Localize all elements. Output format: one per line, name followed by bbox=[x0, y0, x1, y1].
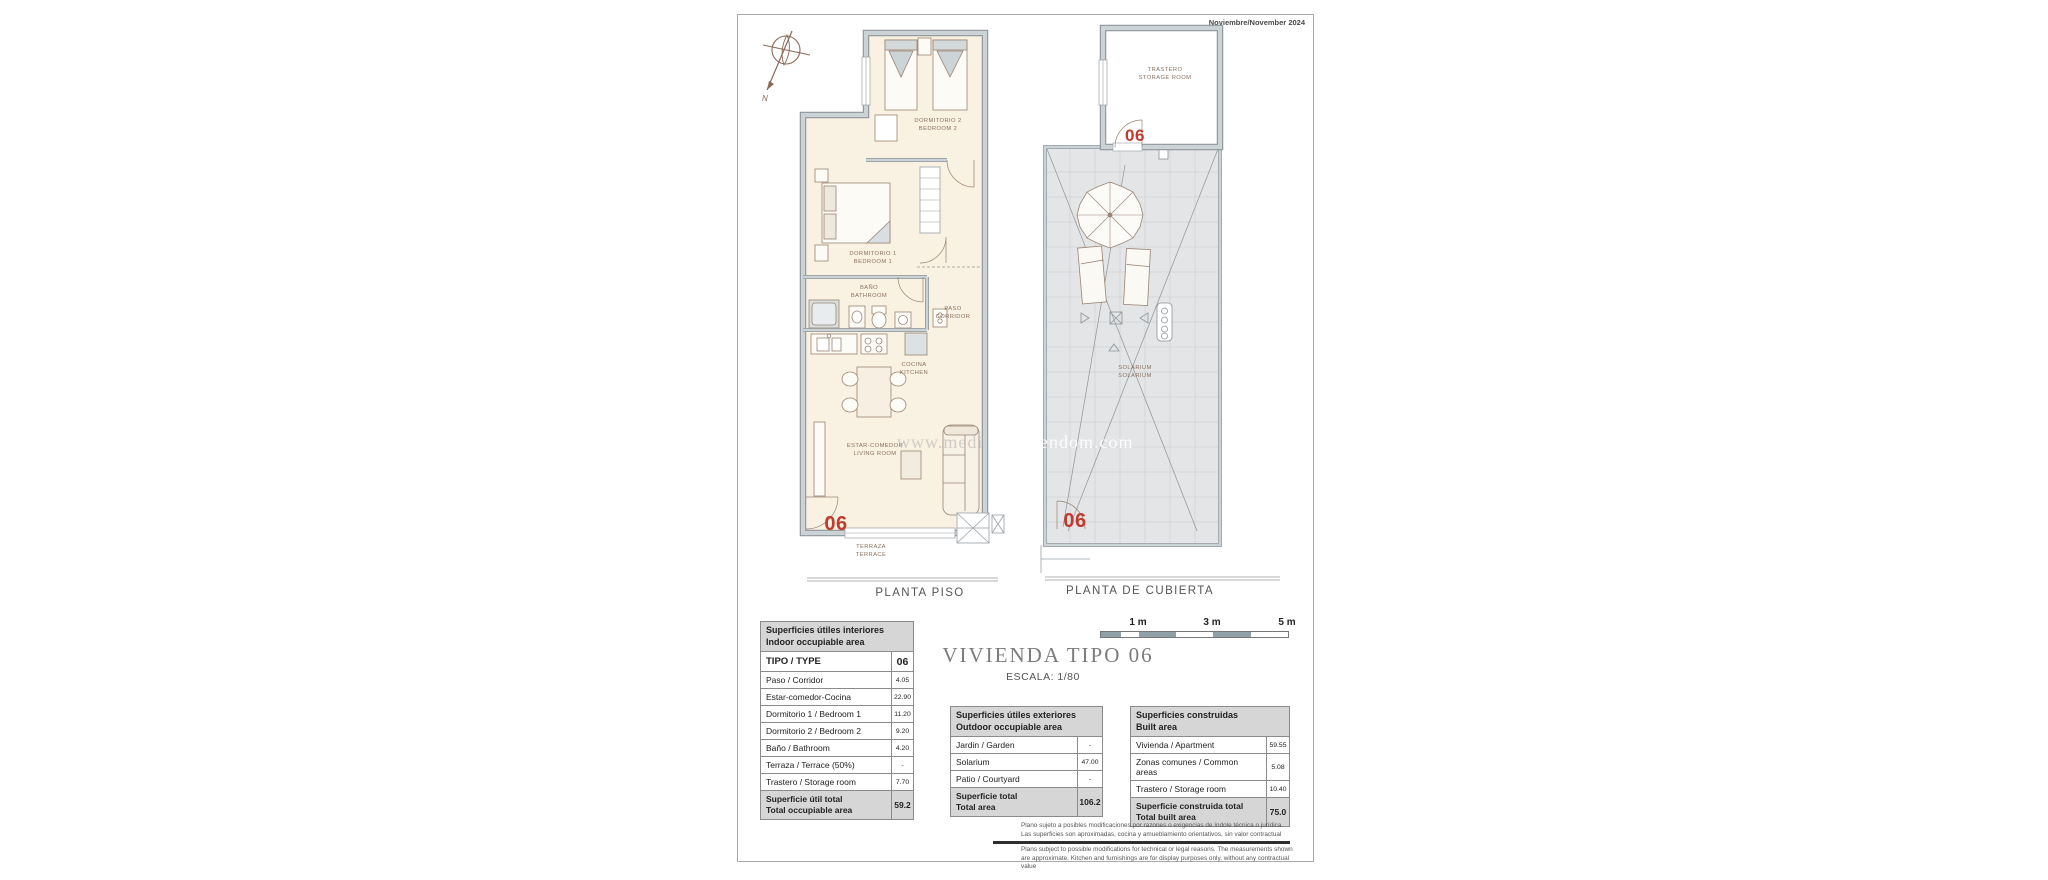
label-terraza: TERRAZA bbox=[856, 544, 886, 550]
table-row: Baño / Bathroom 4.20 bbox=[761, 740, 913, 757]
table-row: Dormitorio 2 / Bedroom 2 9.20 bbox=[761, 723, 913, 740]
label-bano: BAÑO bbox=[859, 285, 879, 291]
label-dormitorio2: DORMITORIO 2 bbox=[914, 118, 962, 124]
label-trastero: TRASTERO bbox=[1147, 67, 1183, 73]
table-row: Terraza / Terrace (50%) - bbox=[761, 757, 913, 774]
table-row: Patio / Courtyard - bbox=[951, 771, 1102, 788]
label-cocina: COCINA bbox=[901, 362, 927, 368]
utility-units bbox=[957, 513, 1004, 543]
table-total-row: Superficie útil total Total occupiable area 59.2 bbox=[761, 791, 913, 819]
disclaimer-es: Plano sujeto a posibles modificaciones por razones o exigencias de índole técnica o jurídica. Las superficies son aproximadas, cocina y amueblamiento orientativos, sin valor contractual bbox=[1021, 822, 1284, 838]
section-line bbox=[807, 578, 998, 581]
kitchen-fixtures bbox=[811, 333, 927, 355]
table-row: Trastero / Storage room 10.40 bbox=[1131, 781, 1289, 798]
table-row: Paso / Corridor 4.05 bbox=[761, 672, 913, 689]
sheet-scale: ESCALA: 1/80 bbox=[1006, 671, 1080, 683]
compass-n-label: N bbox=[762, 94, 768, 103]
scale-bar-segments bbox=[1100, 631, 1289, 638]
label-solarium: SOLARIUM bbox=[1118, 365, 1152, 371]
table-row: Vivienda / Apartment 59.55 bbox=[1131, 737, 1289, 754]
floor-plan-planta-piso bbox=[795, 15, 1020, 585]
svg-text:STORAGE ROOM: STORAGE ROOM bbox=[1138, 75, 1192, 81]
disclaimer-divider bbox=[993, 841, 1290, 844]
table-row: Jardin / Garden - bbox=[951, 737, 1102, 754]
watermark-left: www.medi bbox=[897, 432, 984, 452]
sheet-date: Noviembre/November 2024 bbox=[1208, 18, 1305, 27]
unit-number-piso: 06 bbox=[824, 513, 848, 535]
table-outdoor-header: Superficies útiles exteriores Outdoor occupiable area bbox=[951, 707, 1102, 737]
scale-label-1m: 1 m bbox=[1129, 617, 1147, 628]
table-built-areas bbox=[1130, 706, 1290, 827]
section-line bbox=[1045, 577, 1280, 580]
table-indoor-areas bbox=[760, 621, 914, 820]
unit-number-storage: 06 bbox=[1125, 126, 1145, 145]
storage-window bbox=[1099, 60, 1107, 105]
svg-text:BEDROOM 2: BEDROOM 2 bbox=[918, 126, 958, 132]
table-row: TIPO / TYPE 06 bbox=[761, 652, 913, 672]
scale-label-5m: 5 m bbox=[1278, 617, 1296, 628]
label-dormitorio1: DORMITORIO 1 bbox=[849, 251, 897, 257]
floor-plan-planta-cubierta bbox=[1035, 15, 1285, 585]
stairs bbox=[920, 167, 940, 233]
scale-bar bbox=[1100, 617, 1296, 639]
svg-text:BEDROOM 1: BEDROOM 1 bbox=[853, 259, 893, 265]
table-total-row: Superficie construida total Total built area 75.0 bbox=[1131, 798, 1289, 826]
caption-planta-cubierta: PLANTA DE CUBIERTA bbox=[1066, 585, 1214, 597]
watermark-right: endom.com bbox=[1040, 432, 1134, 452]
svg-text:LIVING ROOM: LIVING ROOM bbox=[853, 451, 897, 457]
label-paso: PASO bbox=[944, 306, 962, 312]
sheet-title: VIVIENDA TIPO 06 bbox=[942, 643, 1154, 667]
disclaimer-en: Plans subject to possible modifications for technical or legal reasons. The measurements shown are approximate. Kitchen and furnishings are for display purposes only, without any contractual value bbox=[1021, 846, 1293, 871]
table-outdoor-areas bbox=[950, 706, 1103, 817]
storage-floor bbox=[1103, 28, 1220, 147]
table-row: Dormitorio 1 / Bedroom 1 11.20 bbox=[761, 706, 913, 723]
table-built-header: Superficies construidas Built area bbox=[1131, 707, 1289, 737]
svg-text:SOLARIUM: SOLARIUM bbox=[1118, 373, 1152, 379]
svg-text:KITCHEN: KITCHEN bbox=[899, 370, 929, 376]
caption-planta-piso: PLANTA PISO bbox=[875, 587, 965, 599]
table-total-row: Superficie total Total area 106.2 bbox=[951, 788, 1102, 816]
scale-label-3m: 3 m bbox=[1203, 617, 1221, 628]
unit-number-solarium: 06 bbox=[1063, 510, 1087, 532]
parasol bbox=[1077, 182, 1143, 248]
table-indoor-header: Superficies útiles interiores Indoor occupiable area bbox=[761, 622, 913, 652]
svg-text:BATHROOM: BATHROOM bbox=[850, 293, 888, 299]
svg-text:CORRIDOR: CORRIDOR bbox=[935, 314, 971, 320]
table-row: Trastero / Storage room 7.70 bbox=[761, 774, 913, 791]
table-row: Zonas comunes / Common areas 5.08 bbox=[1131, 754, 1289, 781]
landing-lines bbox=[1041, 545, 1090, 573]
svg-text:TERRACE: TERRACE bbox=[855, 552, 887, 558]
table-row: Estar-comedor-Cocina 22.90 bbox=[761, 689, 913, 706]
table-row: Solarium 47.00 bbox=[951, 754, 1102, 771]
label-estar: ESTAR-COMEDOR bbox=[846, 443, 904, 449]
